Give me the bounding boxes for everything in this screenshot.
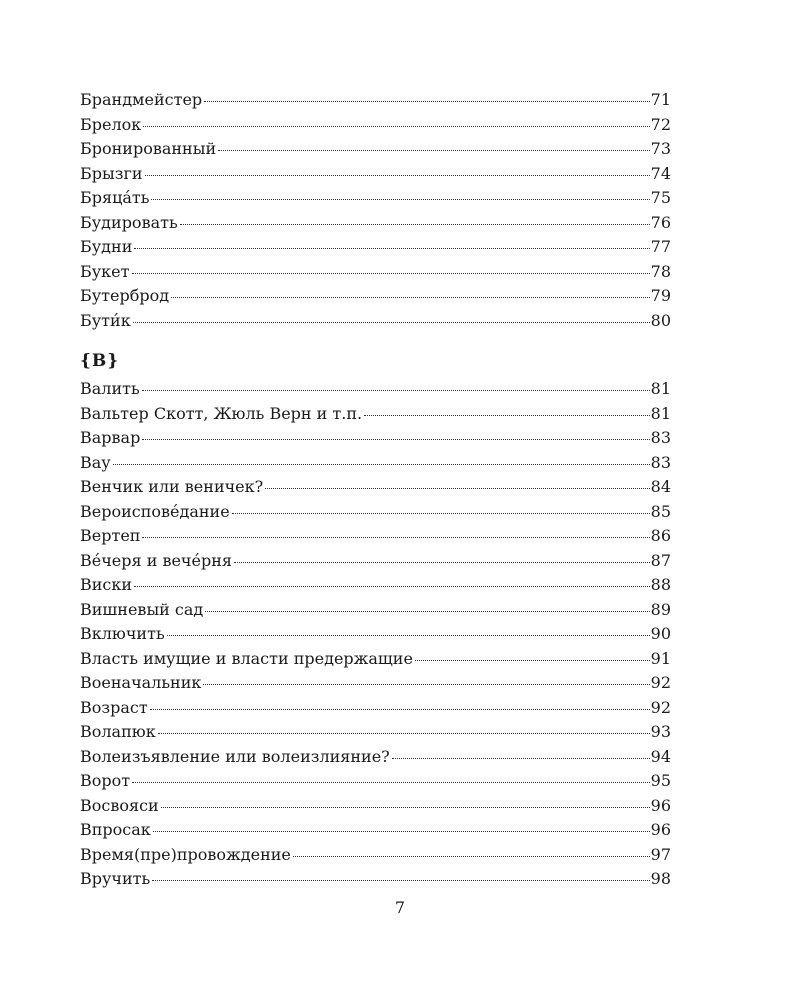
- toc-entry-title: Вертеп: [80, 526, 141, 545]
- toc-dot-leader: [171, 297, 650, 298]
- toc-entry-page: 89: [650, 599, 671, 619]
- toc-entry-page: 71: [650, 90, 671, 109]
- toc-entry-title: Бутерброд: [80, 286, 170, 305]
- toc-dot-leader: [203, 684, 649, 685]
- toc-entry-page: 76: [650, 212, 671, 232]
- toc-dot-leader: [132, 782, 650, 783]
- toc-dot-leader: [113, 464, 650, 465]
- toc-dot-leader: [145, 175, 650, 176]
- toc-entry-page: 96: [650, 820, 671, 839]
- toc-entry-title: Включить: [80, 624, 165, 643]
- toc-entry: [80, 818, 671, 843]
- toc-entry-page: 85: [650, 501, 671, 521]
- toc-entry-page: 98: [650, 869, 671, 888]
- toc-entry: [80, 671, 671, 696]
- toc-entry-page: 79: [650, 286, 671, 305]
- toc-entry-title: Вручить: [80, 869, 151, 888]
- toc-entry-page: 84: [650, 477, 671, 496]
- toc-dot-leader: [232, 513, 650, 514]
- toc-dot-leader: [234, 562, 650, 563]
- toc-dot-leader: [218, 150, 650, 151]
- toc-entry: [80, 769, 671, 794]
- toc-entry: [80, 235, 671, 260]
- toc-entry: [80, 622, 671, 647]
- toc-entry-title: Вишневый сад: [80, 599, 204, 619]
- toc-entry: [80, 867, 671, 892]
- toc-entry: [80, 549, 671, 574]
- toc-dot-leader: [415, 660, 650, 661]
- toc-entry-page: 94: [650, 746, 671, 766]
- toc-entry: [80, 451, 671, 476]
- toc-entry-page: 83: [650, 452, 671, 472]
- toc-entry-title: Бути́к: [80, 310, 131, 330]
- toc-entry: [80, 843, 671, 868]
- toc-entry-title: Вероисповéдание: [80, 501, 230, 521]
- toc-entry-page: 86: [650, 526, 671, 545]
- toc-dot-leader: [153, 831, 650, 832]
- toc-entry-page: 73: [650, 139, 671, 158]
- toc-entry-page: 78: [650, 261, 671, 281]
- toc-entry-title: Брелок: [80, 114, 142, 134]
- toc-entry: [80, 309, 671, 334]
- toc-entry: [80, 524, 671, 549]
- toc-entry-title: Вальтер Скотт, Жюль Верн и т.п.: [80, 403, 363, 423]
- toc-dot-leader: [142, 439, 649, 440]
- toc-dot-leader: [143, 126, 649, 127]
- toc-entry-page: 72: [650, 114, 671, 134]
- toc-entry: [80, 500, 671, 525]
- toc-dot-leader: [180, 224, 650, 225]
- toc-entry-page: 97: [650, 844, 671, 864]
- toc-entry-title: Букет: [80, 261, 130, 281]
- toc-entry-title: Власть имущие и власти предержащие: [80, 648, 413, 668]
- toc-dot-leader: [205, 611, 649, 612]
- toc-entry-title: Виски: [80, 575, 133, 594]
- toc-entry-page: 92: [650, 673, 671, 692]
- toc-entry-page: 80: [650, 310, 671, 330]
- toc-dot-leader: [364, 415, 650, 416]
- toc-entry-title: Бряца́ть: [80, 188, 150, 207]
- toc-entry-title: Военачальник: [80, 673, 202, 692]
- toc-entry: [80, 794, 671, 819]
- toc-entry-title: Вау: [80, 452, 111, 472]
- toc-entry: [80, 377, 671, 402]
- toc-dot-leader: [150, 709, 650, 710]
- toc-dot-leader: [142, 390, 650, 391]
- toc-group-v: [80, 377, 671, 892]
- toc-dot-leader: [133, 322, 650, 323]
- toc-entry-title: Брандмейстер: [80, 90, 203, 109]
- toc-entry: [80, 260, 671, 285]
- toc-entry-page: 77: [650, 237, 671, 256]
- toc-entry: [80, 745, 671, 770]
- toc-entry: [80, 113, 671, 138]
- toc-entry-title: Возраст: [80, 697, 148, 717]
- toc-entry-title: Варвар: [80, 428, 141, 447]
- toc-entry-page: 90: [650, 624, 671, 643]
- toc-entry: [80, 720, 671, 745]
- toc-entry-title: Бронированный: [80, 139, 217, 158]
- toc-entry: [80, 647, 671, 672]
- toc-group-b: [80, 88, 671, 333]
- toc-entry-title: Впросак: [80, 820, 151, 839]
- toc-dot-leader: [134, 586, 650, 587]
- toc-dot-leader: [161, 807, 650, 808]
- toc-dot-leader: [158, 733, 650, 734]
- toc-entry: [80, 696, 671, 721]
- toc-entry: [80, 573, 671, 598]
- toc-entry: [80, 426, 671, 451]
- toc-dot-leader: [152, 880, 649, 881]
- toc-entry-page: 96: [650, 795, 671, 815]
- toc-dot-leader: [392, 758, 650, 759]
- toc-entry-title: Будировать: [80, 212, 178, 232]
- table-of-contents: [80, 88, 671, 892]
- toc-entry-page: 92: [650, 697, 671, 717]
- toc-dot-leader: [167, 635, 650, 636]
- toc-entry: [80, 162, 671, 187]
- toc-entry-title: Волеизъявление или волеизлияние?: [80, 746, 390, 766]
- toc-entry-title: Будни: [80, 237, 133, 256]
- toc-entry: [80, 402, 671, 427]
- toc-entry-title: Волапюк: [80, 722, 156, 741]
- toc-entry-title: Восвояси: [80, 795, 159, 815]
- toc-entry: [80, 284, 671, 309]
- toc-entry: [80, 186, 671, 211]
- toc-dot-leader: [265, 488, 649, 489]
- toc-dot-leader: [151, 199, 649, 200]
- toc-entry-page: 95: [650, 771, 671, 790]
- toc-entry-title: Венчик или веничек?: [80, 477, 264, 496]
- toc-entry-title: Брызги: [80, 163, 143, 183]
- toc-dot-leader: [142, 537, 649, 538]
- toc-entry: [80, 211, 671, 236]
- toc-entry-title: Ворот: [80, 771, 131, 790]
- toc-entry-page: 74: [650, 163, 671, 183]
- toc-entry-page: 83: [650, 428, 671, 447]
- toc-entry-title: Вéчеря и вечéрня: [80, 550, 232, 570]
- toc-entry-page: 81: [650, 379, 671, 398]
- toc-dot-leader: [134, 248, 649, 249]
- toc-entry-page: 91: [650, 648, 671, 668]
- toc-entry: [80, 88, 671, 113]
- toc-entry-page: 93: [650, 722, 671, 741]
- toc-entry: [80, 475, 671, 500]
- toc-entry-page: 81: [650, 403, 671, 423]
- toc-entry-title: Валить: [80, 379, 140, 398]
- toc-dot-leader: [293, 856, 650, 857]
- toc-dot-leader: [132, 273, 650, 274]
- section-heading-v: {В}: [80, 351, 120, 371]
- toc-entry-page: 87: [650, 550, 671, 570]
- toc-entry-title: Время(пре)провождение: [80, 844, 291, 864]
- toc-entry: [80, 598, 671, 623]
- toc-entry: [80, 137, 671, 162]
- toc-entry-page: 88: [650, 575, 671, 594]
- page-number: 7: [394, 898, 406, 917]
- toc-dot-leader: [204, 101, 649, 102]
- toc-entry-page: 75: [650, 188, 671, 207]
